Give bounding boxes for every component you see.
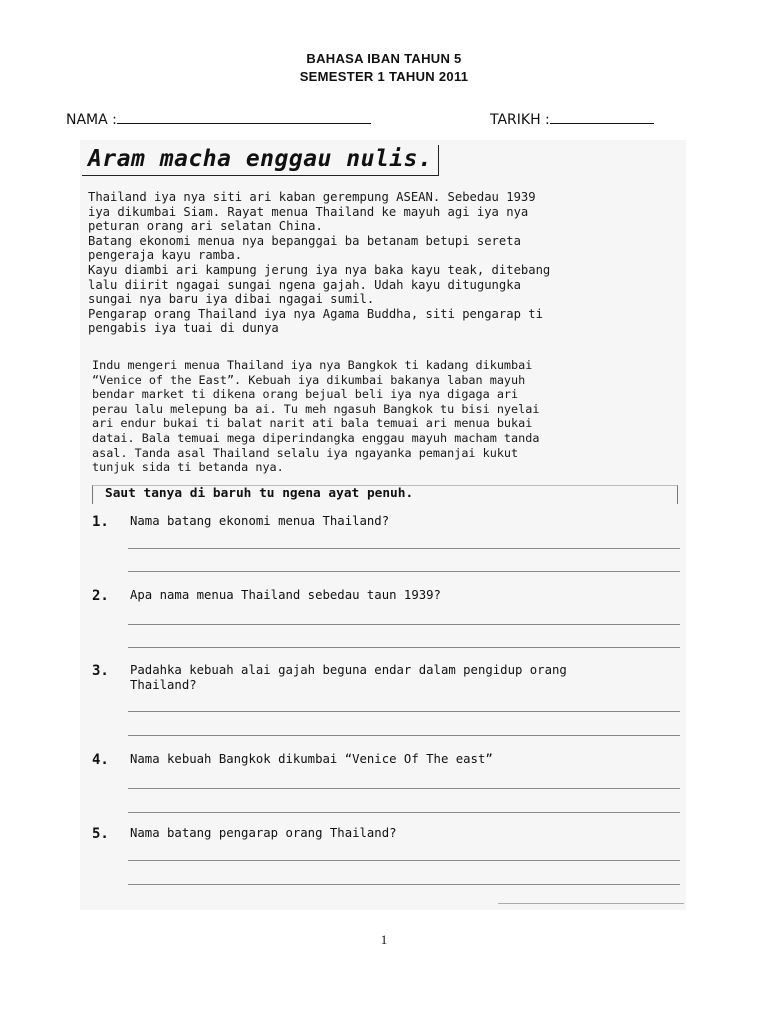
passage-line: datai. Bala temuai mega diperindangka enggau mayuh macham tanda: [92, 430, 540, 445]
question-number: 5.: [92, 826, 109, 842]
answer-line-extra[interactable]: [498, 903, 684, 904]
passage-line: Thailand iya nya siti ari kaban gerempung ASEAN. Sebedau 1939: [88, 190, 536, 204]
answer-line[interactable]: [128, 711, 680, 712]
semester-title: SEMESTER 1 TAHUN 2011: [299, 69, 469, 84]
question-text: Padahka kebuah alai gajah beguna endar dalam pengidup orang Thailand?: [130, 663, 567, 692]
passage-line: Pengarap orang Thailand iya nya Agama Buddha, siti pengarap ti: [88, 306, 543, 321]
passage-line: lalu diirit ngagai sungai ngena gajah. Udah kayu ditugungka: [88, 277, 521, 292]
passage-line: sungai nya baru iya dibai ngagai sumil.: [88, 292, 375, 307]
name-blank[interactable]: [117, 123, 371, 124]
instruction-box: [92, 485, 678, 504]
page-number: 1: [380, 932, 388, 947]
question-number: 1.: [92, 514, 109, 530]
date-label: TARIKH :: [490, 112, 550, 128]
title-box: [82, 145, 439, 176]
passage-1: [88, 190, 550, 336]
answer-line[interactable]: [128, 860, 680, 861]
passage-2: [92, 358, 539, 475]
passage-line: tunjuk sida ti betanda nya.: [92, 460, 284, 475]
answer-line[interactable]: [128, 571, 680, 572]
instruction-text: Saut tanya di baruh tu ngena ayat penuh.: [105, 486, 414, 501]
question-text: Nama batang pengarap orang Thailand?: [130, 826, 397, 840]
passage-line: ari endur bukai ti balat narit ati bala temuai ari menua bukai: [92, 416, 533, 431]
date-blank[interactable]: [550, 123, 654, 124]
question-text: Nama kebuah Bangkok dikumbai “Venice Of The east”: [130, 752, 493, 766]
passage-line: asal. Tanda asal Thailand selalu iya ngayanka pemanjai kukut: [92, 445, 519, 460]
passage-line: peturan orang ari selatan China.: [88, 219, 323, 234]
date-field: [490, 112, 654, 128]
answer-line[interactable]: [128, 884, 680, 885]
question-number: 3.: [92, 663, 109, 679]
answer-line[interactable]: [128, 548, 680, 549]
passage-line: pengabis iya tuai di dunya: [88, 321, 279, 336]
passage-line: [92, 373, 539, 388]
question-text: Nama batang ekonomi menua Thailand?: [130, 514, 390, 528]
passage-line: bendar market ti dikena orang bejual beli iya nya digaga ari: [92, 387, 519, 402]
passage-line: Kayu diambi ari kampung jerung iya nya baka kayu teak, ditebang: [88, 262, 551, 277]
worksheet-title: Aram macha enggau nulis.: [88, 146, 433, 172]
passage-line: iya dikumbai Siam. Rayat menua Thailand ke mayuh agi iya nya: [88, 204, 529, 219]
name-label: NAMA :: [66, 112, 117, 128]
question-number: 4.: [92, 752, 109, 768]
passage-line: perau lalu melepung ba ai. Tu meh ngasuh Bangkok tu bisi nyelai: [92, 401, 540, 416]
subject-title: BAHASA IBAN TAHUN 5: [306, 51, 462, 66]
passage-line: Indu mengeri menua Thailand iya nya Bangkok ti kadang dikumbai: [92, 358, 533, 372]
passage-line-venice: “Venice of the East”. Kebuah iya dikumbai bakanya laban mayuh: [92, 372, 526, 387]
answer-line[interactable]: [128, 624, 680, 625]
answer-line[interactable]: [128, 647, 680, 648]
answer-line[interactable]: [128, 812, 680, 813]
passage-line: Batang ekonomi menua nya bepanggai ba betanam betupi sereta: [88, 233, 521, 248]
question-number: 2.: [92, 588, 109, 604]
answer-line[interactable]: [128, 735, 680, 736]
name-field: [66, 112, 371, 128]
question-text: Apa nama menua Thailand sebedau taun 1939?: [130, 588, 441, 602]
passage-line: pengeraja kayu ramba.: [88, 248, 243, 263]
answer-line[interactable]: [128, 788, 680, 789]
